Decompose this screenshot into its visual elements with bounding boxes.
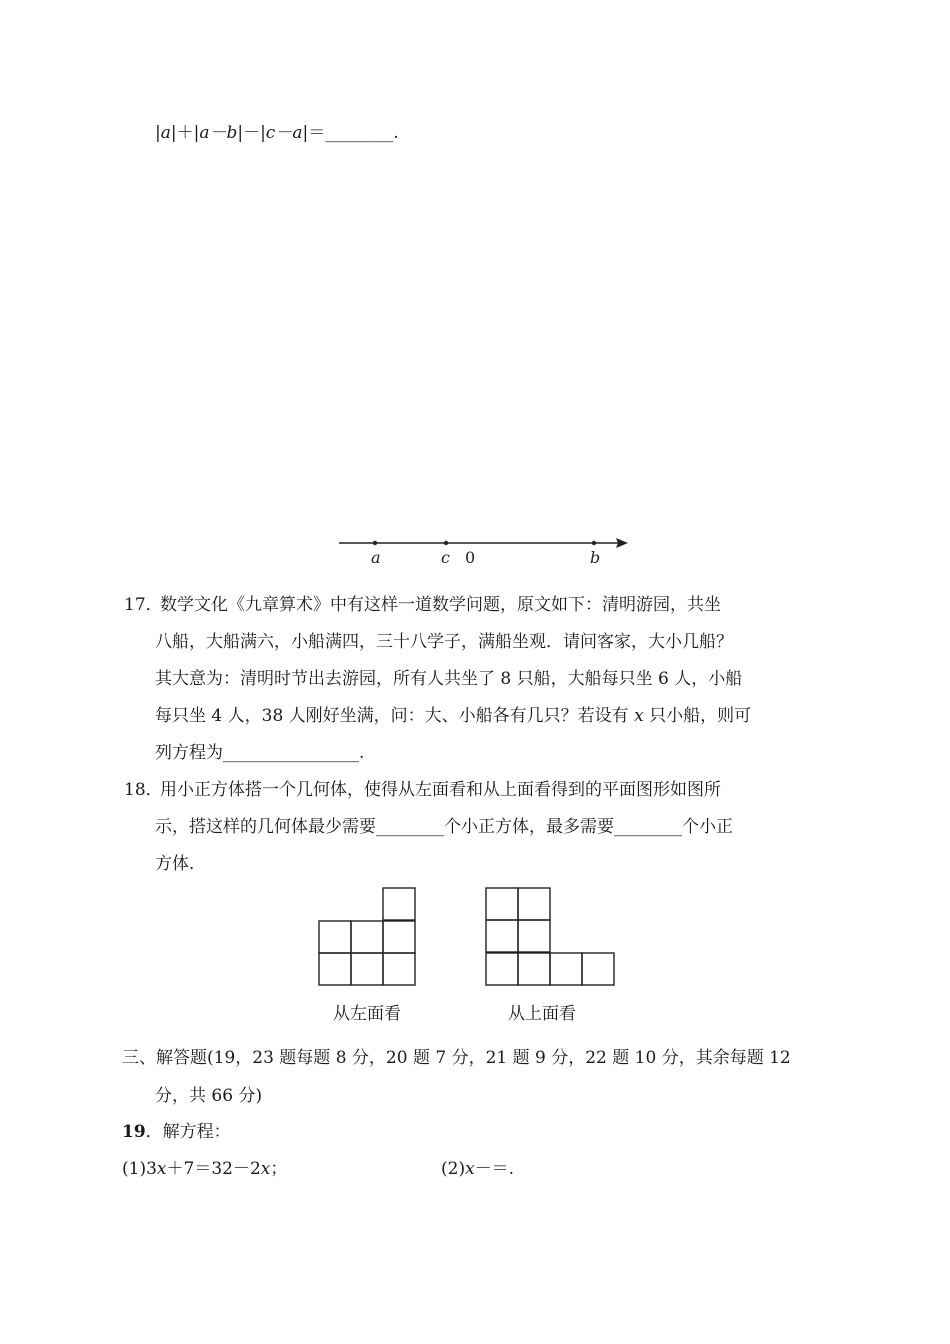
q17-line-2: 八船，大船满六，小船满四，三十八学子，满船坐观．请问客家，大小几船？: [155, 632, 733, 652]
label-a: a: [371, 548, 381, 567]
q19-part-2-var: x: [465, 1159, 475, 1179]
q19-part-1-var-1: x: [156, 1159, 167, 1179]
q19-number: 19: [122, 1122, 146, 1142]
q19-part-2-label: (2): [441, 1159, 466, 1179]
q19-part-1-rest: ＋7＝32－2: [166, 1159, 261, 1179]
q19-part-1-coef: 3: [146, 1159, 157, 1179]
q19-part-2-rest: －＝.: [474, 1159, 515, 1179]
caption-left-view: 从左面看: [333, 1004, 401, 1024]
section-3-line-1: 三、解答题(19，23 题每题 8 分，20 题 7 分，21 题 9 分，22 题 10 分，其余每题 12: [122, 1048, 791, 1068]
label-zero: 0: [465, 548, 476, 567]
q19-part-1-label: (1): [122, 1159, 147, 1179]
section-3-line-2: 分，共 66 分): [155, 1086, 263, 1106]
q17-number: 17．: [124, 595, 163, 615]
q19-part-1-end: ；: [270, 1159, 288, 1179]
point-c: [444, 541, 448, 545]
q17-line-5: [155, 738, 364, 763]
left-view-figure: [317, 887, 419, 989]
q17-line-1: 数学文化《九章算术》中有这样一道数学问题，原文如下：清明游园，共坐: [160, 595, 721, 615]
top-expression: [155, 118, 399, 143]
caption-top-view: 从上面看: [508, 1004, 576, 1024]
label-c: c: [441, 548, 450, 567]
q18-line-2-b: 个小正方体，最多需要: [444, 817, 614, 837]
q17-line-4-text: 每只坐 4 人，38 人刚好坐满，问：大、小船各有几只？若设有: [155, 706, 629, 726]
equals-sign: ＝: [308, 123, 326, 143]
q18-number: 18．: [124, 780, 163, 800]
answer-blank: ________: [325, 123, 394, 143]
q17-answer-blank: ________________: [223, 743, 359, 763]
q19-heading: [122, 1117, 231, 1142]
abs-c-minus-a: |c－a|: [260, 123, 309, 143]
point-a: [373, 541, 377, 545]
q18-line-2-a: 示，搭这样的几何体最少需要: [155, 817, 376, 837]
q19-part-2: [441, 1154, 514, 1179]
plus-sign: ＋: [176, 123, 194, 143]
q19-title: ．解方程：: [145, 1122, 231, 1142]
period: .: [393, 123, 399, 143]
q17-line-4: [155, 701, 751, 726]
number-line: [335, 528, 635, 568]
q17-equation-prompt: 列方程为: [155, 743, 223, 763]
abs-a-minus-b: |a－b|: [193, 123, 244, 143]
q17-variable: x: [634, 706, 644, 726]
q17-period: .: [359, 743, 365, 763]
q17-line-3: 其大意为：清明时节出去游园，所有人共坐了 8 只船，大船每只坐 6 人，小船: [155, 669, 743, 689]
q19-part-1-var-2: x: [260, 1159, 271, 1179]
minus-sign: －: [243, 123, 261, 143]
q18-line-2: [155, 812, 733, 837]
point-b: [592, 541, 596, 545]
q17-line-4-end: 只小船，则可: [649, 706, 752, 726]
q18-line-2-c: 个小正: [682, 817, 733, 837]
label-b: b: [590, 548, 601, 567]
q18-line-3: 方体．: [155, 854, 206, 874]
top-view-figure: [484, 886, 618, 988]
q18-line-1: 用小正方体搭一个几何体，使得从左面看和从上面看得到的平面图形如图所: [160, 780, 721, 800]
abs-a: |a|: [155, 123, 177, 143]
q19-part-1: [122, 1154, 287, 1179]
q18-blank-max: ________: [614, 817, 682, 837]
q18-blank-min: ________: [376, 817, 444, 837]
